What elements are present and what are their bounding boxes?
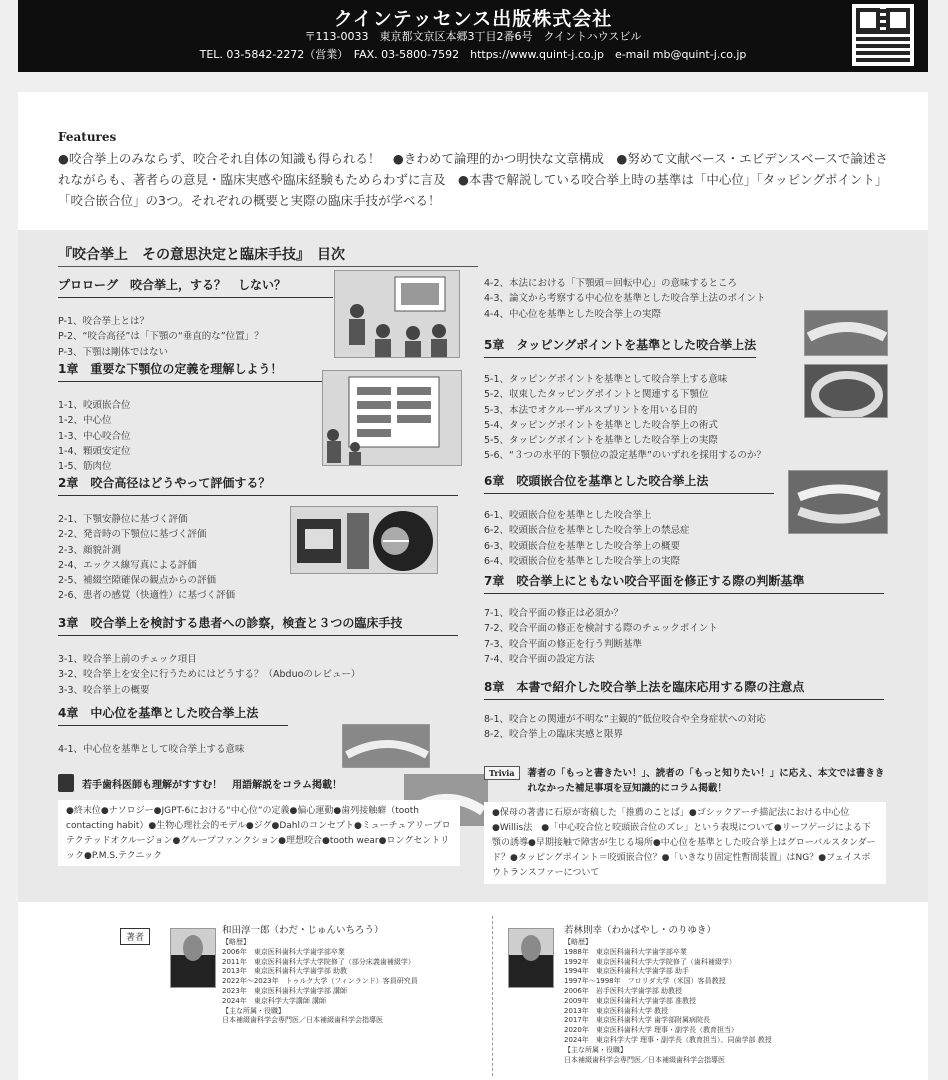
publisher-header xyxy=(18,0,928,72)
career-line: 2013年 東京医科歯科大学歯学部 助教 xyxy=(222,967,348,976)
authors-section xyxy=(18,902,928,1080)
career-line: 2024年 東京科学大学 理事・副学長（教育担当）、同歯学部 教授 xyxy=(564,1035,772,1044)
chapter-item: 1-3、中心咬合位 xyxy=(58,430,131,442)
chapter-item: 5-3、本法でオクルーザルスプリントを用いる目的 xyxy=(484,404,698,416)
chapter-item: 8-2、咬合挙上の臨床実感と限界 xyxy=(484,729,624,741)
trivia-note-text: 著者の「もっと書きたい！」、読者の「もっと知りたい！」に応え、本文では書ききれなかった補足事項を豆知識的にコラム掲載！ xyxy=(527,768,885,794)
chapter-title: 8章 本書で紹介した咬合挙上法を臨床応用する際の注意点 xyxy=(484,678,884,700)
chapter-title: 7章 咬合挙上にともない咬合平面を修正する際の判断基準 xyxy=(484,572,884,594)
publisher-address: 〒113-0033 東京都文京区本郷3丁目2番6号 クイントハウスビル xyxy=(304,30,642,43)
author-2-career xyxy=(564,938,772,1065)
toc-title: 『咬合挙上 その意思決定と臨床手技』 目次 xyxy=(58,247,345,263)
author-1-career xyxy=(222,938,418,1026)
terms-list: ●終末位●ナソロジー●JGPT-6における“中心位”の定義●偏心運動●歯列接触癖（tooth contacting habit）●生物心理社会的モデル●ジグ●Dahlのコンセプト●ミューチュアリープロテクテッドオクルージョン●グループファンクション●理想咬合●tooth wear●ロングセントリック●P.M.S.テクニック xyxy=(66,806,451,861)
chapter-title: 3章 咬合挙上を検討する患者への診察，検査と３つの臨床手技 xyxy=(58,614,458,636)
chapter-item: 3-2、咬合挙上を安全に行うためにはどうする？（Abduoのレビュー） xyxy=(58,669,361,681)
career-line: 2011年 東京医科歯科大学大学院修了（部分床義歯補綴学） xyxy=(222,957,415,966)
features-text: ●咬合挙上のみならず、咬合それ自体の知識も得られる！ ●きわめて論理的かつ明快な文章構成 ●努めて文献ベース・エビデンスベースで論述されながらも、著者らの意見・臨床実感や臨床経験もためらわずに言及 ●本書で解説している咬合挙上時の基準は「中心位」「タッピングポイント」「咬合嵌合位」の3つ。それぞれの概要と実際の臨床手技が学べる！ xyxy=(58,151,888,208)
chapter-item: 2-6、患者の感覚（快適性）に基づく評価 xyxy=(58,590,236,602)
chapter-item: P-2、“咬合高径”は「下顎の“垂直的な”位置」？ xyxy=(58,331,264,343)
chapter-item: 2-5、補綴空隙確保の観点からの評価 xyxy=(58,575,217,587)
terms-list-box xyxy=(58,800,460,866)
chapter-item: 2-1、下顎安静位に基づく評価 xyxy=(58,514,188,525)
chapter-title: 2章 咬合高径はどうやって評価する？ xyxy=(58,474,458,496)
chapter-item: 5-1、タッピングポイントを基準として咬合挙上する意味 xyxy=(484,374,728,385)
chapter-item: 5-5、タッピングポイントを基準とした咬合挙上の実際 xyxy=(484,435,718,447)
chapter-item: 5-6、“３つの水平的下顎位の設定基準”のいずれを採用するのか？ xyxy=(484,450,766,462)
terms-note-text: 若手歯科医師も理解がすすむ！ 用語解説をコラム掲載！ xyxy=(82,779,342,791)
chapter-item: 6-3、咬頭嵌合位を基準とした咬合挙上の概要 xyxy=(484,540,681,552)
brochure-page xyxy=(18,92,928,1080)
career-line: 1988年 東京医科歯科大学歯学部卒業 xyxy=(564,947,687,956)
author-2-photo xyxy=(508,928,554,988)
chapter-item: P-3、下顎は剛体ではない xyxy=(58,346,168,358)
chapter-item: 2-3、顔貌計測 xyxy=(58,544,122,556)
chapter-item: 7-2、咬合平面の修正を検討する際のチェックポイント xyxy=(484,623,718,635)
chapter-item: 1-4、顆頭安定位 xyxy=(58,445,131,457)
diagram-illustration xyxy=(322,370,462,466)
chapter-title: 1章 重要な下顎位の定義を理解しよう！ xyxy=(58,360,328,382)
chapter-item: 5-2、収束したタッピングポイントと関連する下顎位 xyxy=(484,389,709,401)
career-line: 2023年 東京医科歯科大学歯学部 講師 xyxy=(222,986,348,995)
features-title: Features xyxy=(58,130,117,144)
chapter-7 xyxy=(484,570,894,667)
career-line: 2006年 岩手医科大学歯学部 助教授 xyxy=(564,986,683,995)
features-section xyxy=(58,130,888,211)
career-line: 【主な所属・役職】 xyxy=(564,1045,627,1054)
authors-tag: 著者 xyxy=(120,928,150,945)
chapter-item: 4-1、中心位を基準として咬合挙上する意味 xyxy=(58,744,245,755)
career-line: 2024年 東京科学大学講師 講師 xyxy=(222,996,327,1005)
career-line: 2013年 東京医科歯科大学 教授 xyxy=(564,1006,669,1015)
author-1-photo xyxy=(170,928,216,988)
chapter-item: 7-4、咬合平面の設定方法 xyxy=(484,653,595,665)
chapter-item: 3-3、咬合挙上の概要 xyxy=(58,684,150,696)
chapter-item: 4-2、本法における「下顎頭＝回転中心」の意味するところ xyxy=(484,278,738,289)
trivia-column-note xyxy=(484,766,886,796)
chapter-item: 7-3、咬合平面の修正を行う判断基準 xyxy=(484,638,643,650)
chapter-item: 4-4、中心位を基準とした咬合挙上の実際 xyxy=(484,308,662,320)
chapter-item: 5-4、タッピングポイントを基準とした咬合挙上の術式 xyxy=(484,419,718,431)
trivia-label: Trivia xyxy=(484,766,520,780)
trivia-list: ●保母の著書に石原が寄稿した「推薦のことば」●ゴシックアーチ描記法における中心位●Willis法 ●「中心咬合位と咬頭嵌合位のズレ」という表現について●リーフゲージによる下顎の誘導●早期接触で障害が生じる場所●中心位を基準とした咬合挙上はグローバルスタンダード？●タッピングポイント＝咬頭嵌合位？●「いきなり固定性暫間装置」はNG？●フェイスボウトランスファーについて xyxy=(492,808,876,878)
table-of-contents xyxy=(18,230,928,902)
chapter-item: 6-2、咬頭嵌合位を基準とした咬合挙上の禁忌症 xyxy=(484,525,690,537)
chapter-item: 1-5、筋肉位 xyxy=(58,461,112,473)
career-line: 2020年 東京医科歯科大学 理事・副学長（教育担当） xyxy=(564,1026,739,1035)
chapter-title: 5章 タッピングポイントを基準とした咬合挙上法 xyxy=(484,336,756,358)
publisher-contact: TEL. 03-5842-2272（営業） FAX. 03-5800-7592 https://www.quint-j.co.jp e-mail mb@quint-j.co.jp xyxy=(199,48,747,61)
chapter-5 xyxy=(484,334,894,464)
chapter-item: 2-4、エックス線写真による評価 xyxy=(58,559,197,571)
author-divider xyxy=(492,916,493,1076)
chapter-item: 6-1、咬頭嵌合位を基準とした咬合挙上 xyxy=(484,510,652,521)
chapter-item: 4-3、論文から考察する中心位を基準とした咬合挙上法のポイント xyxy=(484,293,766,305)
career-line: 1994年 東京医科歯科大学歯学部 助手 xyxy=(564,967,690,976)
career-line: 日本補綴歯科学会専門医／日本補綴歯科学会指導医 xyxy=(564,1055,725,1064)
chapter-item: 3-1、咬合挙上前のチェック項目 xyxy=(58,654,197,665)
career-line: 1992年 東京医科歯科大学大学院修了（歯科補綴学） xyxy=(564,957,736,966)
career-line: 【主な所属・役職】 xyxy=(222,1006,285,1015)
career-line: 【略歴】 xyxy=(222,938,250,946)
career-line: 1997年～1998年 フロリダ大学（米国）客員教授 xyxy=(564,977,726,986)
career-line: 【略歴】 xyxy=(564,938,592,946)
author-1-name: 和田淳一郎（わだ・じゅんいちろう） xyxy=(222,925,384,936)
toc-title-rule xyxy=(58,266,478,267)
chapter-item: 1-1、咬頭嵌合位 xyxy=(58,400,131,411)
career-line: 2009年 東京医科歯科大学歯学部 准教授 xyxy=(564,996,697,1005)
chapter-item: 8-1、咬合との関連が不明な“主観的”低位咬合や全身症状への対応 xyxy=(484,714,766,725)
chapter-4 xyxy=(58,702,468,757)
chapter-item: 2-2、発音時の下顎位に基づく評価 xyxy=(58,529,207,541)
chapter-3 xyxy=(58,612,468,698)
career-line: 2022年～2023年 トゥルク大学（フィンランド）客員研究員 xyxy=(222,977,418,986)
chapter-title: プロローグ 咬合挙上，する？ しない？ xyxy=(58,276,333,298)
chapter-8 xyxy=(484,676,894,743)
qr-code-icon[interactable] xyxy=(852,4,914,66)
dental-photo-5 xyxy=(788,470,888,534)
chapter-item: 6-4、咬頭嵌合位を基準とした咬合挙上の実際 xyxy=(484,555,681,567)
seminar-illustration xyxy=(334,270,460,358)
career-line: 2006年 東京医科歯科大学歯学部卒業 xyxy=(222,947,345,956)
terms-column-note xyxy=(58,774,342,792)
chapter-title: 4章 中心位を基準とした咬合挙上法 xyxy=(58,704,288,726)
chapter-item: P-1、咬合挙上とは？ xyxy=(58,316,149,327)
chapter-item: 1-2、中心位 xyxy=(58,415,112,427)
trivia-list-box xyxy=(484,802,886,884)
career-line: 2017年 東京医科歯科大学 歯学部附属病院長 xyxy=(564,1016,711,1025)
author-2-name: 若林則幸（わかばやし・のりゆき） xyxy=(564,925,717,936)
career-line: 日本補綴歯科学会専門医／日本補綴歯科学会指導医 xyxy=(222,1016,383,1025)
chapter-item: 7-1、咬合平面の修正は必須か？ xyxy=(484,608,624,619)
book-icon xyxy=(58,774,74,792)
publisher-name: クインテッセンス出版株式会社 xyxy=(333,8,613,30)
measurement-photos xyxy=(290,506,438,574)
chapter-title: 6章 咬頭嵌合位を基準とした咬合挙上法 xyxy=(484,472,774,494)
